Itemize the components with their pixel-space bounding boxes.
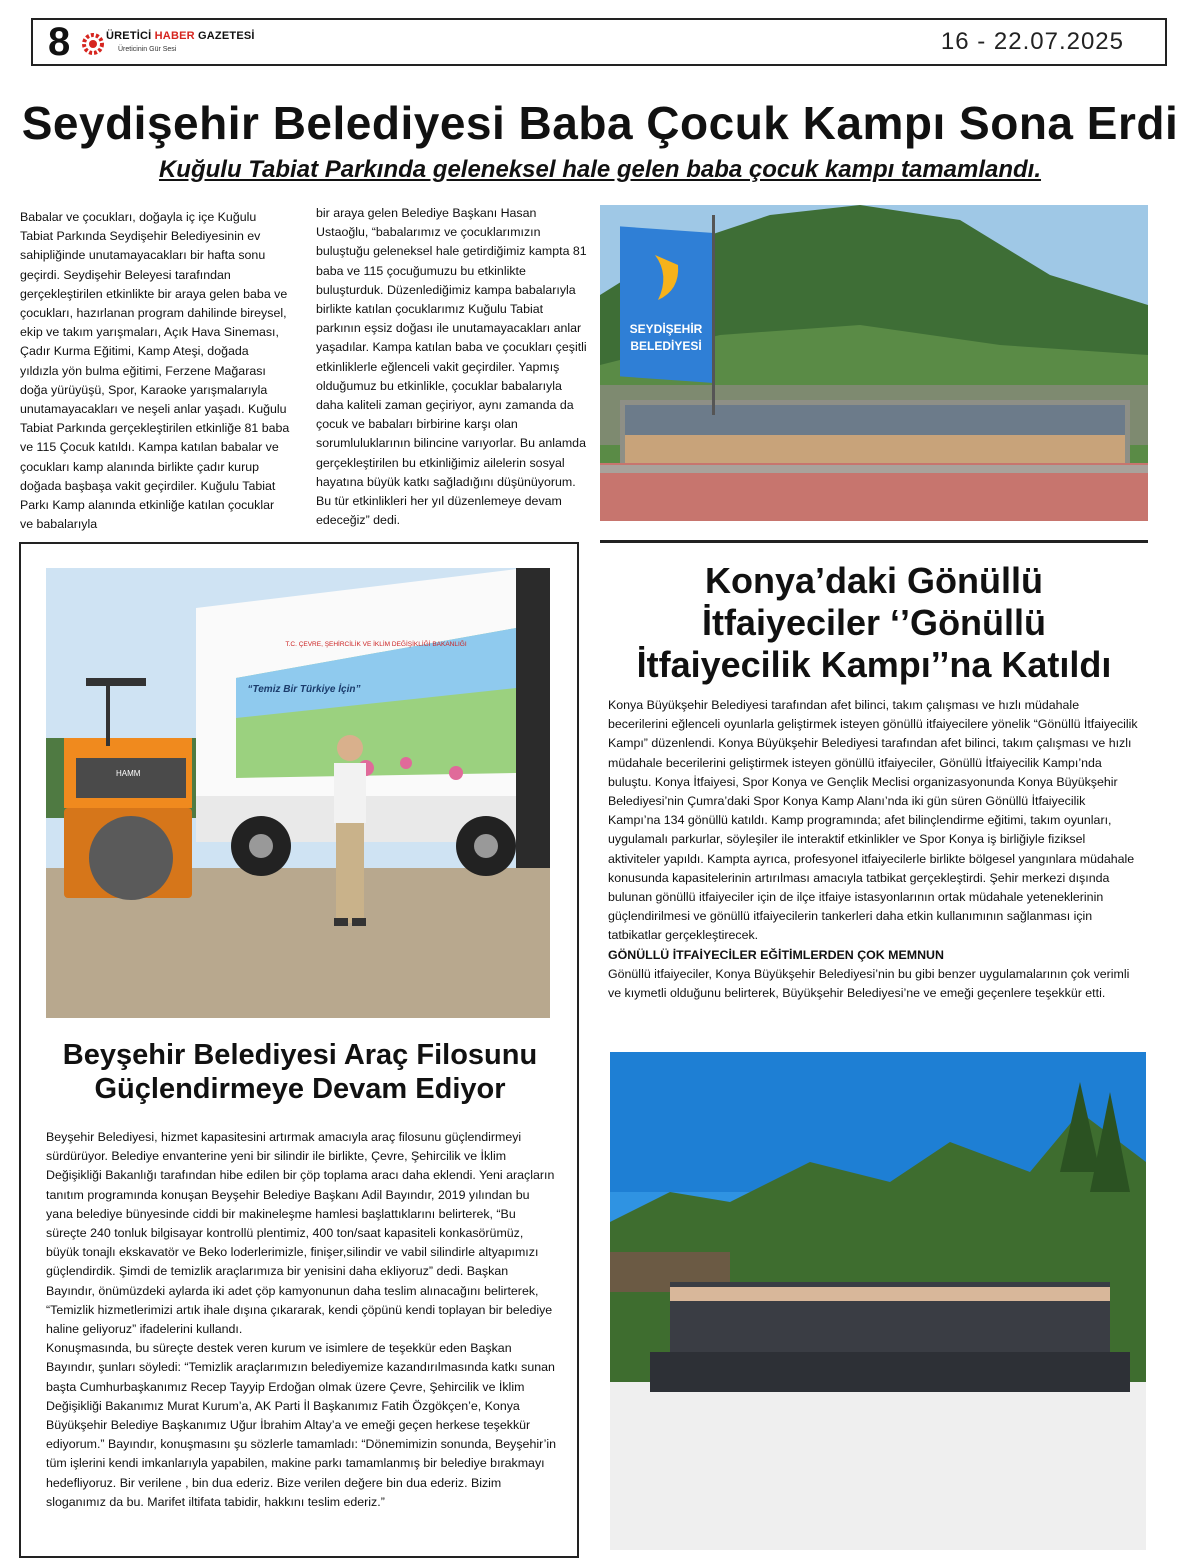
article3-body — [608, 696, 1138, 1003]
headline-2-line-1: Beyşehir Belediyesi Araç Filosunu — [62, 1039, 538, 1071]
article2-paragraph-2: Konuşmasında, bu süreçte destek veren kurum ve isimlere de teşekkür eden Başkan Bayındır, şunları söyledi: “Temizlik araçlarımızın belediyemize kazandırılmasında katkı sunan başta Cumhurbaşkanımız Recep Tayyip Erdoğan olmak üzere Çevre, Şehircilik ve İklim Değişikliği Bakanımız Murat Kurum’a, AK Parti İl Başkanımız Fatih Özgökçen’e, Konya Büyükşehir Belediye Başkanımız Uğur İbrahim Altay’a ve emeği geçen herkese teşekkür ediyorum.” Bayındır, konuşmasını şu sözlerle tamamladı: “Dönemimizin sonunda, Beyşehir’in tüm işlerini kendi imkanlarıyla yapabilen, makine parkı tamamlanmış bir belediye bırakmayı hedefliyoruz. Bir verilene , bin dua ederiz. Bize verilen değere bin dua ederiz. Bizim sloganımız da bu. Marifet iltifata tabidir, hakkını teslim ederiz.” — [46, 1341, 557, 1509]
logo-name: ÜRETİCİ HABER GAZETESİ — [106, 30, 255, 42]
page-number: 8 — [48, 20, 71, 64]
firefighters-group-photo — [610, 1052, 1146, 1550]
subheadline-1: Kuğulu Tabiat Parkında geleneksel hale gelen baba çocuk kampı tamamlandı. — [158, 156, 1042, 183]
article1-column-2: bir araya gelen Belediye Başkanı Hasan Ustaoğlu, “babalarımız ve çocuklarımızın buluştuğu geleneksel hale getirdiğimiz kampta 81 baba ve 115 çocuğumuzu bu etkinlikte buluşturduk. Düzenlediğimiz kampa babalarıyla birlikte katılan çocuklarımız Kuğulu Tabiat parkının eşsiz doğası ile unutamayacakları anlar yaşadılar. Kampa katılan baba ve çocukları çeşitli etkinliklerle eğlenceli vakit geçirdiler. Yapmış olduğumuz bu etkinlikle, çocuklar babalarıyla daha kaliteli zaman geçiriyor, aynı zamanda da çocuk ve babaları birbirine karşı olan sorumluluklarının bilincine varıyorlar. Bu anlamda gerçekleştirilen bu etkinliğimiz ailelerin sosyal hayatına büyük katkı sağladığını düşünüyorum. Bu tür etkinlikleri her yıl düzenlemeye devam edeceğiz” dedi. — [316, 206, 587, 528]
headline-2 — [30, 1038, 570, 1106]
article2-paragraph-1: Beyşehir Belediyesi, hizmet kapasitesini artırmak amacıyla araç filosunu güçlendirmeyi sürdürüyor. Belediye envanterine yeni bir silindir ile birlikte, Çevre, Şehircilik ve İklim Değişikliği Bakanlığı tarafından hibe edilen bir çöp toplama aracı daha eklendi. Yeni araçların tanıtım programında konuşan Beyşehir Belediye Başkanı Adil Bayındır, 2019 yılından bu yana belediye bünyesinde ciddi bir makineleşme hamlesi başlattıklarını belirterek, “Bu süreçte 240 tonluk bilgisayar kontrollü plentimiz, 400 ton/saat kapasiteli konkasörümüz, büyük tonajlı ekskavatör ve Beko loderlerimizle, finişer,silindir ve vabil silindirle altyapımızı güçlendirdik. Şimdi de temizlik araçlarımıza bir yenisini daha ekliyoruz” dedi. Başkan Bayındır, önümüzdeki aylarda iki adet çöp kamyonunun daha teslim alınacağını belirterek, “Temizlik hizmetlerimizi artık ihale dışına çıkararak, kendi çöpünü kendi toplayan bir belediye haline geliyoruz” ifadelerini kullandı. — [46, 1130, 555, 1337]
article3-top-rule — [600, 540, 1148, 543]
headline-3-line-3: İtfaiyecilik Kampı’’na Katıldı — [636, 644, 1112, 685]
roller-brand-text: HAMM — [116, 769, 141, 778]
article3-paragraph-1: Konya Büyükşehir Belediyesi tarafından afet bilinci, takım çalışması ve hızlı müdahale becerilerini eğlenceli oyunlarla geliştirmek isteyen gönüllü itfaiyecilere yönelik “Gönüllü İtfaiyecilik Kampı” düzenlendi. Konya Büyükşehir Belediyesi tarafından afet bilinci, takım çalışması ve hızlı müdahale becerilerini geliştirmek isteyen gönüllü itfaiyeciler, Gönüllü İtfaiyecilik Kampı’nda buluştu. Konya İtfaiyesi, Spor Konya ve Gençlik Meclisi organizasyonunda Konya Büyükşehir Belediyesi’nin Çumra’daki Spor Konya Kamp Alanı’nda iki gün süren Gönüllü İtfaiyecilik Kampı’na 134 gönüllü katıldı. Kamp programında; afet bilinçlendirme eğitimi, takım oyunları, uygulamalı parkurlar, söyleşiler ile interaktif etkinlikler ve Spor Konya iş birliğiyle fiziksel aktiviteler yapıldı. Kampta ayrıca, profesyonel itfaiyecilerle birlikte bölgesel yangınlara müdahale konusunda kapasitelerinin artırılması amacıyla tatbikat gerçekleştirdi. Şehir merkezi dışında bulunan gönüllü itfaiyeciler için de ilçe itfaiye istasyonlarının ortak müdahale yeteneklerinin güçlendirilmesi ve gönüllü itfaiyecilerin tankerleri daha etkin kullanımının sağlanması için tatbikatlar gerçekleştirecek. — [608, 698, 1138, 943]
garbage-truck-photo — [46, 568, 550, 1018]
article3-paragraph-2: Gönüllü itfaiyeciler, Konya Büyükşehir Belediyesi’nin bu gibi benzer uygulamalarının çok verimli ve kıymetli olduğunu belirterek, Büyükşehir Belediyesi’ne ve emeği geçenlere teşekkür etti. — [608, 966, 1130, 1001]
logo-slogan: Üreticinin Gür Sesi — [118, 46, 177, 53]
article1-column-1: Babalar ve çocukları, doğayla iç içe Kuğulu Tabiat Parkında Seydişehir Belediyesinin ev sahipliğinde unutamayacakları bir hafta sonu geçirdi. Seydişehir Beleyesi tarafından gerçekleştirilen etkinlikte bir araya gelen baba ve çocukları, hazırlanan program dahilinde bireysel, ekip ve takım yarışmaları, Açık Hava Sineması, Çadır Kurma Eğitimi, Kamp Ateşi, doğada yıldızla yön bulma eğitimi, Ferzene Mağarası doğa yürüyüşü, Spor, Karaoke yarışmalarıyla unutamayacakları ve neşeli anlar yaşadı. Kuğulu Tabiat Parkında gerçekleştirilen etkinliğe 81 baba ve 115 Çocuk katıldı. Kampa katılan babalar ve çocukları kamp alanında birlikte çadır kurup doğada başbaşa vakit geçirdiler. Kuğulu Tabiat Parkı Kamp alanında etkinliğe katılan çocuklar ve babalarıyla — [20, 210, 290, 532]
article2-body — [46, 1128, 558, 1512]
flag-text-1: SEYDİŞEHİR — [629, 322, 703, 336]
headline-2-line-2: Güçlendirmeye Devam Ediyor — [94, 1073, 506, 1105]
camp-group-photo — [600, 205, 1148, 521]
headline-3-line-1: Konya’daki Gönüllü — [704, 560, 1044, 601]
truck-slogan-text: “Temiz Bir Türkiye İçin” — [247, 684, 361, 695]
truck-ministry-text: T.C. ÇEVRE, ŞEHİRCİLİK VE İKLİM DEĞİŞİKLİĞİ BAKANLIĞI — [285, 641, 467, 648]
headline-1: Seydişehir Belediyesi Baba Çocuk Kampı Sona Erdi — [21, 97, 1179, 149]
article3-subheading: GÖNÜLLÜ İTFAİYECİLER EĞİTİMLERDEN ÇOK MEMNUN — [608, 947, 944, 962]
headline-3-line-2: İtfaiyeciler ‘’Gönüllü — [701, 602, 1047, 643]
flag-text-2: BELEDİYESİ — [630, 339, 702, 353]
headline-3 — [600, 560, 1148, 686]
gear-logo-icon — [80, 30, 106, 58]
issue-date: 16 - 22.07.2025 — [940, 28, 1124, 55]
